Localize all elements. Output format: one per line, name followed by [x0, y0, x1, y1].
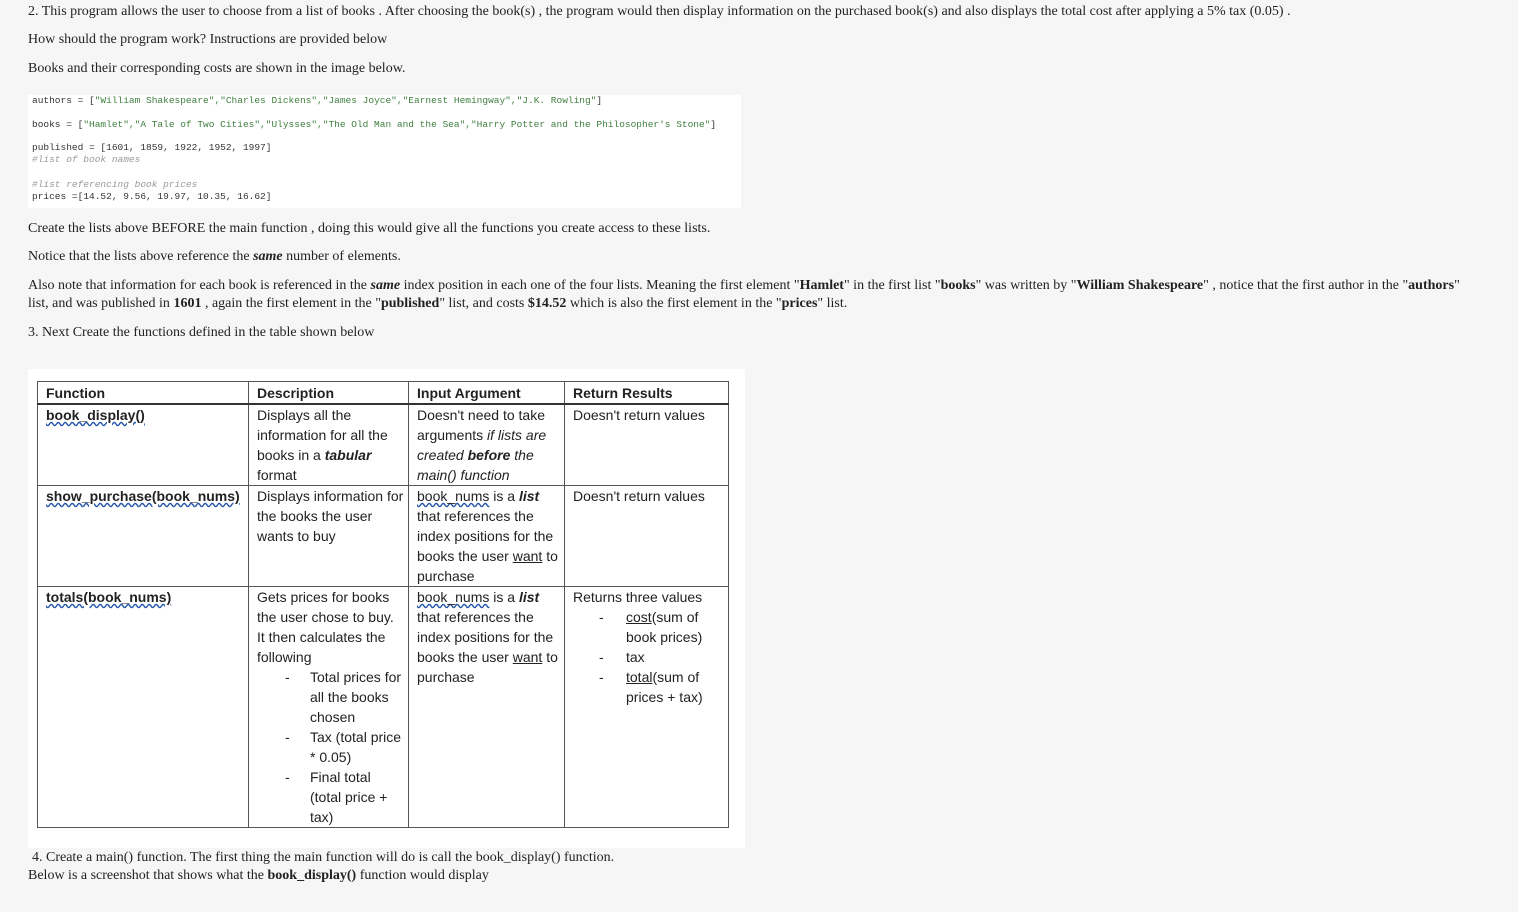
functions-table-image: [28, 369, 745, 848]
header-function: Function: [38, 382, 249, 405]
create-lists-note: Create the lists above BEFORE the main function , doing this would give all the functions you create access to these lists.: [28, 221, 711, 236]
list-item: - Total prices for all the books chosen: [257, 667, 404, 727]
book-prices-comment: #list referencing book prices: [32, 179, 198, 190]
function-input: book_nums is a list that references the index positions for the books the user want to purchase: [409, 486, 565, 587]
step-3-heading: 3. Next Create the functions defined in the table shown below: [28, 325, 375, 340]
index-position-note: Also note that information for each book is referenced in the same index position in each one of the four lists. Meaning the first element "Hamlet" in the first list "books" was written by "William Shakespeare" , notice that the first author in the "authors" list, and was published in 1601 , again the first element in the "published" list, and costs $14.52 which is also the first element in the "prices" list.: [28, 278, 1460, 311]
function-name: show_purchase(book_nums): [38, 486, 249, 587]
function-name: totals(book_nums): [38, 587, 249, 828]
functions-table: [37, 381, 729, 828]
list-item: - total(sum of prices + tax): [573, 667, 724, 707]
function-name: book_display(): [38, 404, 249, 486]
code-snippet-image: [28, 95, 741, 208]
function-return: Doesn't return values: [565, 404, 729, 486]
book-names-comment: #list of book names: [32, 154, 141, 165]
function-return: Doesn't return values: [565, 486, 729, 587]
function-description: Displays information for the books the user wants to buy: [249, 486, 409, 587]
table-row: [38, 486, 729, 587]
intro-line-2: How should the program work? Instructions are provided below: [28, 32, 388, 47]
list-item: - cost(sum of book prices): [573, 607, 724, 647]
function-description: Displays all the information for all the books in a tabular format: [249, 404, 409, 486]
intro-line-1: 2. This program allows the user to choose from a list of books . After choosing the book(s) , the program would then display information on the purchased book(s) and also displays the total cost after applying a 5% tax (0.05) .: [28, 4, 1291, 19]
return-values-list: [573, 607, 724, 707]
table-row: [38, 587, 729, 828]
intro-line-3: Books and their corresponding costs are shown in the image below.: [28, 61, 406, 76]
published-code-line: published = [1601, 1859, 1922, 1952, 1997]: [32, 142, 272, 153]
list-item: - Tax (total price * 0.05): [257, 727, 404, 767]
function-input: book_nums is a list that references the index positions for the books the user want to purchase: [409, 587, 565, 828]
header-input-argument: Input Argument: [409, 382, 565, 405]
list-item: - tax: [573, 647, 724, 667]
function-input: Doesn't need to take arguments if lists are created before the main() function: [409, 404, 565, 486]
table-row: [38, 404, 729, 486]
function-description: Gets prices for books the user chose to buy. It then calculates the following - Total prices for all the books chosen - Tax (total price * 0.05) - Final total (total price + tax): [249, 587, 409, 828]
table-header-row: [38, 382, 729, 405]
authors-code-line: authors = ["William Shakespeare","Charles Dickens","James Joyce","Earnest Hemingway","J.K. Rowling"]: [32, 95, 603, 106]
header-return-results: Return Results: [565, 382, 729, 405]
same-number-note: Notice that the lists above reference the same number of elements.: [28, 249, 401, 264]
books-code-line: books = ["Hamlet","A Tale of Two Cities","Ulysses","The Old Man and the Sea","Harry Potter and the Philosopher's Stone"]: [32, 119, 717, 130]
calculation-list: [257, 667, 404, 827]
list-item: - Final total (total price + tax): [257, 767, 404, 827]
header-description: Description: [249, 382, 409, 405]
function-return: Returns three values - cost(sum of book prices) - tax - total(sum of prices + tax): [565, 587, 729, 828]
screenshot-note: Below is a screenshot that shows what the book_display() function would display: [28, 868, 489, 883]
prices-code-line: prices =[14.52, 9.56, 19.97, 10.35, 16.62]: [32, 191, 272, 202]
step-4-heading: 4. Create a main() function. The first thing the main function will do is call the book_display() function.: [32, 850, 615, 865]
